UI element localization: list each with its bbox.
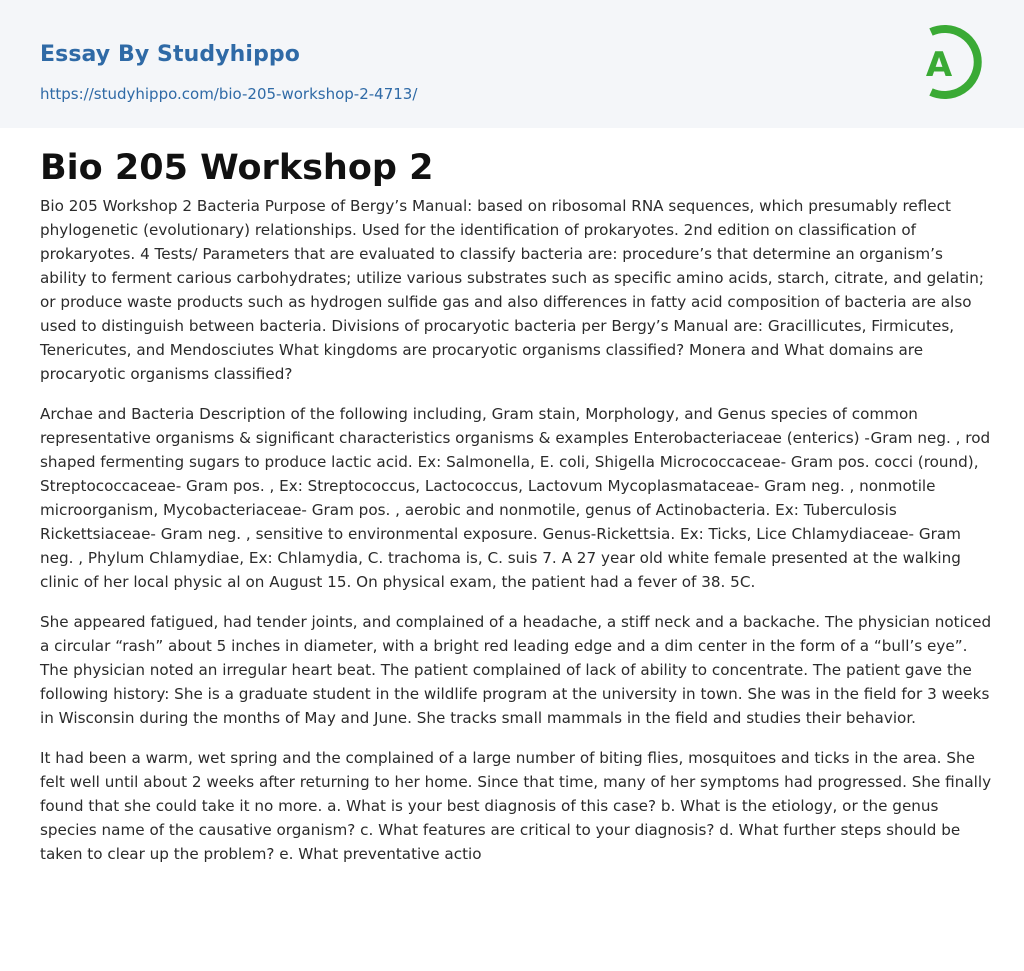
- essay-body: [40, 194, 992, 882]
- logo-letter: A: [925, 45, 953, 85]
- essay-paragraph: Archae and Bacteria Description of the following including, Gram stain, Morphology, and Genus species of common representative organisms & significant characteristics organisms & examples Enterobacteriaceae (enterics) -Gram neg. , rod shaped fermenting sugars to produce lactic acid. Ex: Salmonella, E. coli, Shigella Micrococcaceae- Gram pos. cocci (round), Streptococcaceae- Gram pos. , Ex: Streptococcus, Lactococcus, Lactovum Mycoplasmataceae- Gram neg. , nonmotile microorganism, Mycobacteriaceae- Gram pos. , aerobic and nonmotile, genus of Actinobacteria. Ex: Tuberculosis Rickettsiaceae- Gram neg. , sensitive to environmental exposure. Genus-Rickettsia. Ex: Ticks, Lice Chlamydiaceae- Gram neg. , Phylum Chlamydiae, Ex: Chlamydia, C. trachoma is, C. suis 7. A 27 year old white female presented at the walking clinic of her local physic al on August 15. On physical exam, the patient had a fever of 38. 5C.: [40, 405, 991, 591]
- studyhippo-logo-icon[interactable]: [911, 19, 987, 105]
- page-header: [0, 0, 1024, 128]
- essay-paragraph: Bio 205 Workshop 2 Bacteria Purpose of Bergy’s Manual: based on ribosomal RNA sequences, which presumably reflect phylogenetic (evolutionary) relationships. Used for the identification of prokaryotes. 2nd edition on classification of prokaryotes. 4 Tests/ Parameters that are evaluated to classify bacteria are: procedure’s that determine an organism’s ability to ferment carious carbohydrates; utilize various substrates such as specific amino acids, starch, citrate, and gelatin; or produce waste products such as hydrogen sulfide gas and also differences in fatty acid composition of bacteria are also used to distinguish between bacteria. Divisions of procaryotic bacteria per Bergy’s Manual are: Gracillicutes, Firmicutes, Tenericutes, and Mendosciutes What kingdoms are procaryotic organisms classified? Monera and What domains are procaryotic organisms classified?: [40, 197, 984, 383]
- site-brand[interactable]: Essay By Studyhippo: [40, 42, 300, 67]
- essay-paragraph: She appeared fatigued, had tender joints, and complained of a headache, a stiff neck and a backache. The physician noticed a circular “rash” about 5 inches in diameter, with a bright red leading edge and a dim center in the form of a “bull’s eye”. The physician noted an irregular heart beat. The patient complained of lack of ability to concentrate. The patient gave the following history: She is a graduate student in the wildlife program at the university in town. She was in the field for 3 weeks in Wisconsin during the months of May and June. She tracks small mammals in the field and studies their behavior.: [40, 613, 992, 727]
- essay-paragraph: It had been a warm, wet spring and the complained of a large number of biting flies, mosquitoes and ticks in the area. She felt well until about 2 weeks after returning to her home. Since that time, many of her symptoms had progressed. She finally found that she could take it no more. a. What is your best diagnosis of this case? b. What is the etiology, or the genus species name of the causative organism? c. What features are critical to your diagnosis? d. What further steps should be taken to clear up the problem? e. What preventative actio: [40, 749, 992, 863]
- page-title: Bio 205 Workshop 2: [40, 148, 434, 188]
- essay-url-link[interactable]: https://studyhippo.com/bio-205-workshop-2-4713/: [40, 85, 418, 103]
